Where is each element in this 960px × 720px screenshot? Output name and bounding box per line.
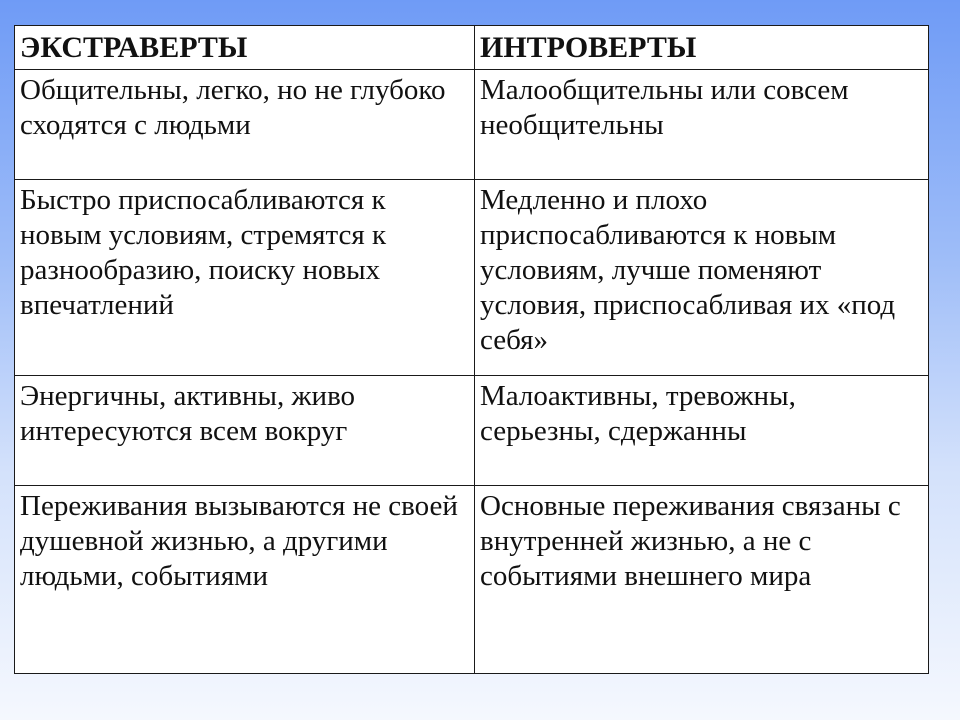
- header-extroverts: ЭКСТРАВЕРТЫ: [15, 26, 475, 70]
- comparison-table: [14, 25, 929, 674]
- cell-extroverts: Быстро приспосабливаются к новым условиям, стремятся к разнообразию, поиску новых впечатлений: [15, 180, 475, 376]
- cell-introverts: Малообщительны или совсем необщительны: [475, 70, 929, 180]
- cell-introverts: Медленно и плохо приспосабливаются к новым условиям, лучше поменяют условия, приспосабливая их «под себя»: [475, 180, 929, 376]
- table-row: [15, 486, 929, 674]
- cell-extroverts: Энергичны, активны, живо интересуются всем вокруг: [15, 376, 475, 486]
- cell-introverts: Основные переживания связаны с внутренней жизнью, а не с событиями внешнего мира: [475, 486, 929, 674]
- header-introverts: ИНТРОВЕРТЫ: [475, 26, 929, 70]
- table-row: [15, 180, 929, 376]
- table-header-row: [15, 26, 929, 70]
- table-row: [15, 70, 929, 180]
- cell-introverts: Малоактивны, тревожны, серьезны, сдержанны: [475, 376, 929, 486]
- cell-extroverts: Переживания вызываются не своей душевной жизнью, а другими людьми, событиями: [15, 486, 475, 674]
- cell-extroverts: Общительны, легко, но не глубоко сходятся с людьми: [15, 70, 475, 180]
- table-row: [15, 376, 929, 486]
